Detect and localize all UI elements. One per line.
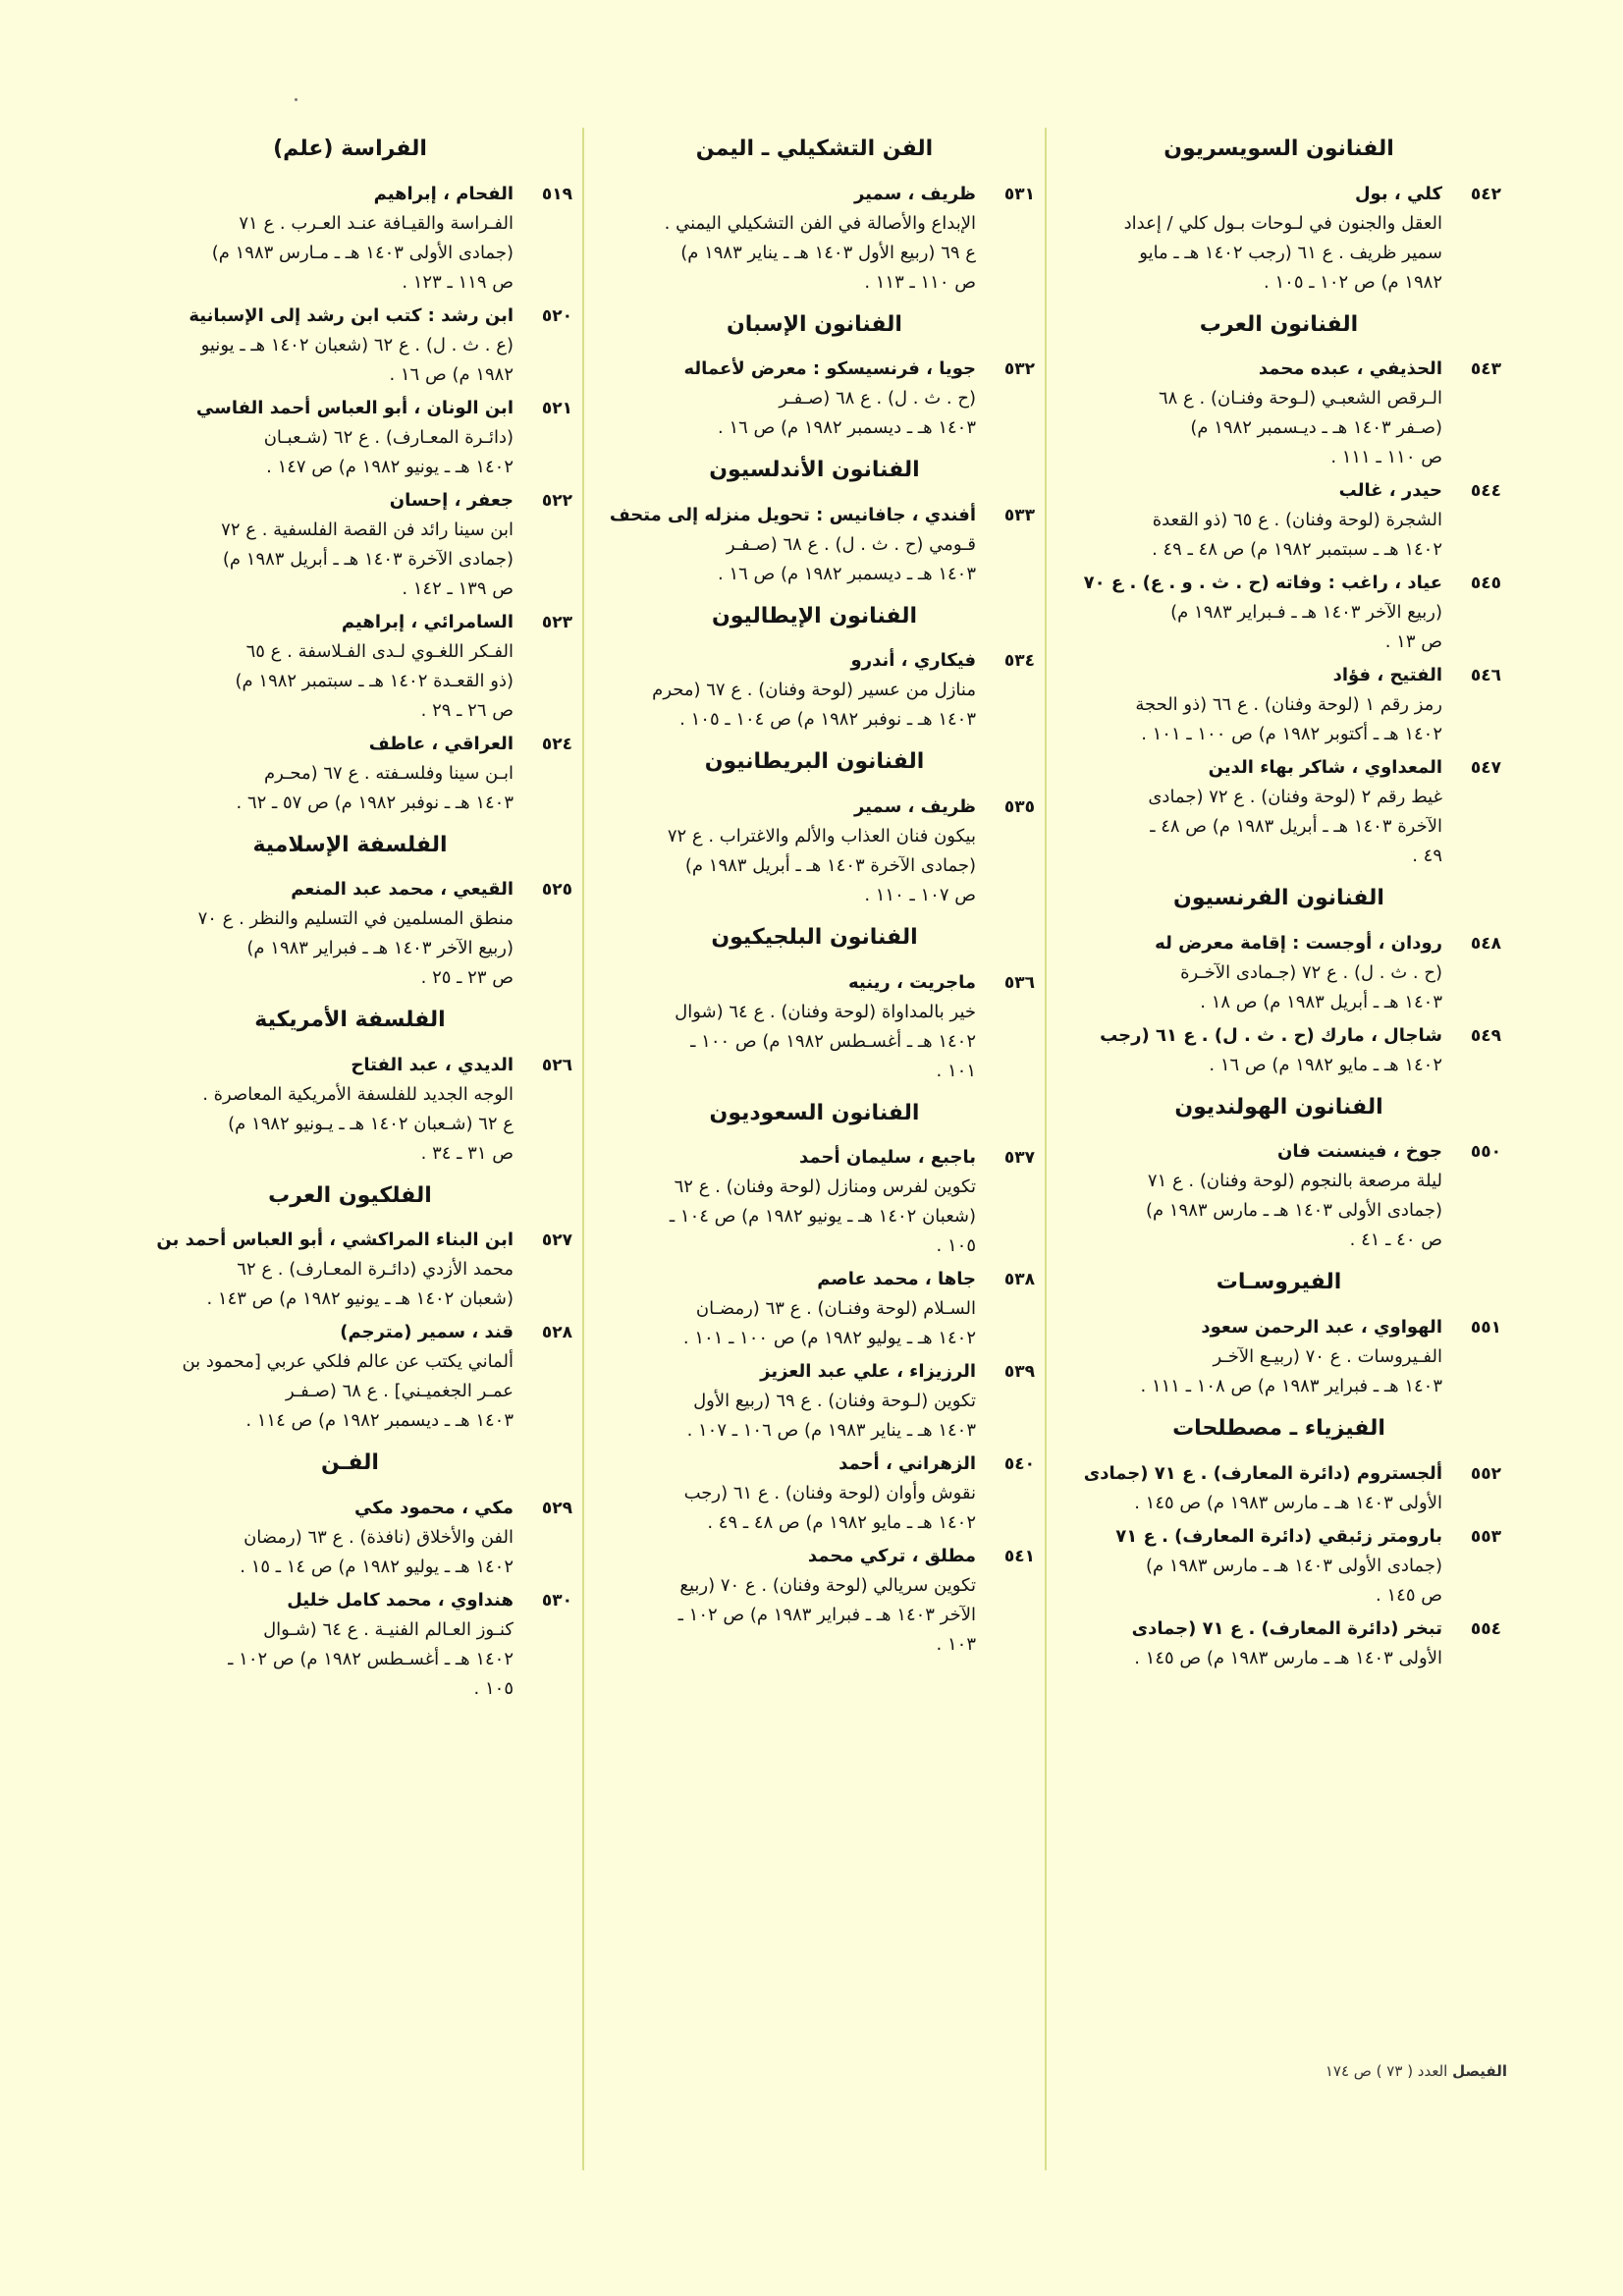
scan-speck	[295, 98, 298, 101]
entry-citation-line: ١٤٠٣ هـ ـ ديسمبر ١٩٨٢ م) ص ١٦ .	[717, 417, 976, 439]
entry-citation-line: الفـكر اللغـوي لـدى الفـلاسفة . ع ٦٥	[245, 640, 514, 662]
entry-citation-line: ١٠٣ .	[936, 1634, 976, 1656]
entry-number: ٥٤٩	[1470, 1025, 1501, 1046]
entry-number: ٥٤٥	[1470, 574, 1501, 594]
entry-citation-line: ١٤٠٣ هـ ـ فبراير ١٩٨٣ م) ص ١٠٨ ـ ١١١ .	[1140, 1375, 1442, 1396]
index-entry	[1056, 355, 1501, 472]
entry-author: عياد ، راغب : وفاته (ح . ث . و . ع) . ع ٧٠	[1083, 573, 1442, 594]
entry-citation-line: (ع . ث . ل) . ع ٦٢ (شعبان ١٤٠٢ هـ ـ يونيو	[200, 334, 514, 355]
entry-author: كلي ، بول	[1354, 183, 1442, 204]
index-entry	[1056, 1021, 1501, 1080]
entry-author: رودان ، أوجست : إقامة معرض له	[1155, 932, 1442, 954]
entry-author: هنداوي ، محمد كامل خليل	[287, 1589, 514, 1611]
entry-citation-line: الفـراسة والقيـافة عنـد العـرب . ع ٧١	[239, 212, 514, 234]
entry-citation-line: الوجه الجديد للفلسفة الأمريكية المعاصرة .	[202, 1083, 514, 1105]
entry-body	[594, 355, 976, 443]
entry-citation-line: ٤٩ .	[1412, 846, 1442, 867]
entry-author: السامرائي ، إبراهيم	[341, 611, 514, 632]
entry-number: ٥٣٩	[1003, 1362, 1035, 1383]
entry-citation-line: عمـر الجغميـني] . ع ٦٨ (صـفـر	[285, 1381, 514, 1402]
index-entry	[1056, 1614, 1501, 1673]
index-entry	[128, 1494, 572, 1582]
entry-body	[594, 1357, 976, 1446]
entry-citation-line: ١٤٠٣ هـ ـ ديسمبر ١٩٨٢ م) ص ١٦ .	[717, 563, 976, 584]
entry-author: الرزيزاء ، علي عبد العزيز	[760, 1361, 976, 1383]
entry-author: ظريف ، سمير	[853, 183, 976, 204]
entry-body	[594, 1143, 976, 1261]
index-entry	[128, 1586, 572, 1704]
entry-author: مطلق ، تركي محمد	[807, 1546, 976, 1567]
entry-number: ٥٣٠	[541, 1590, 572, 1611]
entry-citation-line: السـلام (لوحة وفنـان) . ع ٦٣ (رمضـان	[695, 1298, 976, 1320]
index-entry	[128, 1318, 572, 1436]
section-heading: الفنانون الإسبان	[727, 311, 902, 337]
entry-citation-line: ١٤٠٢ هـ ـ أكتوبر ١٩٨٢ م) ص ١٠٠ ـ ١٠١ .	[1141, 724, 1442, 745]
entry-citation-line: ١٤٠٢ هـ ـ أغسـطس ١٩٨٢ م) ص ١٠٠ ـ	[690, 1030, 976, 1052]
entry-number: ٥٥١	[1470, 1317, 1501, 1338]
entry-author: الفتيح ، فؤاد	[1332, 665, 1442, 686]
entry-author: جوخ ، فينسنت فان	[1277, 1141, 1442, 1163]
index-column-left	[1047, 128, 1511, 2170]
section-heading: الفلسفة الأمريكية	[254, 1008, 446, 1033]
entry-author: قند ، سمير (مترجم)	[340, 1322, 514, 1343]
entry-number: ٥٣١	[1003, 184, 1035, 204]
entry-author: ابن الونان ، أبو العباس أحمد الفاسي	[195, 397, 514, 418]
entry-number: ٥٤٢	[1470, 184, 1501, 204]
entry-author: باجبع ، سليمان أحمد	[799, 1147, 976, 1169]
index-page	[118, 128, 1512, 2170]
index-entry	[1056, 1459, 1501, 1518]
entry-number: ٥١٩	[541, 184, 572, 204]
entry-number: ٥٤٧	[1470, 758, 1501, 779]
entry-number: ٥٣٨	[1003, 1270, 1035, 1290]
entry-citation-line: ألماني يكتب عن عالم فلكي عربي [محمود بن	[182, 1351, 514, 1373]
entry-body	[1056, 1313, 1442, 1401]
entry-citation-line: قـومي (ح . ث . ل) . ع ٦٨ (صـفـر	[726, 533, 976, 555]
entry-body	[128, 1226, 514, 1314]
entry-citation-line: محمد الأزدي (دائـرة المعـارف) . ع ٦٢	[237, 1259, 514, 1281]
entry-body	[1056, 1459, 1442, 1518]
entry-citation-line: ع ٦٩ (ربيع الأول ١٤٠٣ هـ ـ يناير ١٩٨٣ م)	[680, 242, 976, 263]
entry-citation-line: ١٤٠٢ هـ ـ يونيو ١٩٨٢ م) ص ١٤٧ .	[266, 456, 514, 477]
section-heading: الفنانون السعوديون	[709, 1100, 920, 1125]
index-entry	[128, 1051, 572, 1169]
entry-body	[1056, 661, 1442, 749]
entry-author: الزهراني ، أحمد	[839, 1453, 976, 1475]
entry-citation-line: (شعبان ١٤٠٢ هـ ـ يونيو ١٩٨٢ م) ص ١٤٣ .	[206, 1288, 514, 1310]
entry-citation-line: منازل من عسير (لوحة وفنان) . ع ٦٧ (محرم	[652, 680, 976, 701]
entry-citation-line: رمز رقم ١ (لوحة وفنان) . ع ٦٦ (ذو الحجة	[1135, 694, 1442, 716]
section-heading: الفنانون السويسريون	[1163, 137, 1394, 161]
index-entry	[128, 486, 572, 604]
entry-citation-line: ص ١١٩ ـ ١٢٣ .	[402, 271, 514, 293]
entry-citation-line: ١٤٠٢ هـ ـ أغسـطس ١٩٨٢ م) ص ١٠٢ ـ	[228, 1648, 514, 1669]
entry-citation-line: ١٤٠٣ هـ ـ يناير ١٩٨٣ م) ص ١٠٦ ـ ١٠٧ .	[686, 1420, 976, 1442]
entry-author: العراقي ، عاطف	[368, 733, 514, 754]
entry-body	[1056, 929, 1442, 1017]
entry-body	[128, 180, 514, 298]
index-entry	[594, 1542, 1035, 1660]
index-entry	[594, 355, 1035, 443]
entry-number: ٥٥٢	[1470, 1463, 1501, 1484]
entry-citation-line: الأولى ١٤٠٣ هـ ـ مارس ١٩٨٣ م) ص ١٤٥ .	[1134, 1492, 1442, 1513]
section-heading: الفراسة (علم)	[273, 137, 427, 161]
entry-citation-line: نقوش وأوان (لوحة وفنان) . ع ٦١ (رجب	[683, 1483, 976, 1504]
entry-citation-line: ص ١١٠ ـ ١١٣ .	[864, 271, 976, 293]
entry-body	[594, 1449, 976, 1538]
section-heading: الفلسفة الإسلامية	[252, 832, 448, 857]
entry-author: ظريف ، سمير	[853, 795, 976, 817]
entry-citation-line: تكوين سريالي (لوحة وفنان) . ع ٧٠ (ربيع	[679, 1575, 976, 1597]
entry-body	[128, 1586, 514, 1704]
entry-citation-line: (ذو القعـدة ١٤٠٢ هـ ـ سبتمبر ١٩٨٢ م)	[235, 670, 514, 691]
entry-number: ٥٣٣	[1003, 505, 1035, 525]
entry-number: ٥٢٥	[541, 880, 572, 901]
entry-author: مكي ، محمود مكي	[354, 1497, 514, 1518]
index-entry	[594, 968, 1035, 1086]
entry-citation-line: الأولى ١٤٠٣ هـ ـ مارس ١٩٨٣ م) ص ١٤٥ .	[1134, 1647, 1442, 1668]
section-heading: الفلكيون العرب	[268, 1182, 432, 1208]
section-heading: الفـن	[321, 1450, 379, 1476]
entry-number: ٥٢٤	[541, 734, 572, 754]
entry-number: ٥٣٦	[1003, 972, 1035, 993]
entry-number: ٥٥٠	[1470, 1142, 1501, 1163]
section-heading: الفنانون الفرنسيون	[1173, 886, 1384, 911]
entry-citation-line: ابـن سينا وفلسـفته . ع ٦٧ (محـرم	[264, 762, 514, 784]
entry-author: ألجستروم (دائرة المعارف) . ع ٧١ (جمادى	[1083, 1462, 1442, 1484]
entry-citation-line: ص ١٣٩ ـ ١٤٢ .	[402, 577, 514, 599]
entry-body	[1056, 1137, 1442, 1255]
entry-number: ٥٢٠	[541, 305, 572, 326]
entry-citation-line: (جمادى الأولى ١٤٠٣ هـ ـ مارس ١٩٨٣ م)	[1146, 1200, 1442, 1222]
entry-citation-line: تكوين لفرس ومنازل (لوحة وفنان) . ع ٦٢	[674, 1176, 976, 1198]
entry-citation-line: خير بالمداواة (لوحة وفنان) . ع ٦٤ (شوال	[675, 1001, 976, 1022]
index-entry	[128, 301, 572, 390]
entry-citation-line: (شعبان ١٤٠٢ هـ ـ يونيو ١٩٨٢ م) ص ١٠٤ ـ	[669, 1206, 976, 1228]
entry-citation-line: الفن والأخلاق (نافذة) . ع ٦٣ (رمضان	[243, 1526, 514, 1548]
entry-number: ٥٢٧	[541, 1230, 572, 1251]
entry-citation-line: ص ٢٦ ـ ٢٩ .	[420, 699, 514, 721]
entry-citation-line: (صـفر ١٤٠٣ هـ ـ ديـسمبر ١٩٨٢ م)	[1190, 417, 1442, 439]
index-entry	[1056, 1313, 1501, 1401]
entry-author: شاجال ، مارك (ح . ث . ل) . ع ٦١ (رجب	[1100, 1024, 1442, 1046]
entry-author: القيعي ، محمد عبد المنعم	[291, 879, 514, 901]
entry-citation-line: ١٩٨٢ م) ص ١٠٢ ـ ١٠٥ .	[1264, 271, 1442, 293]
entry-author: بارومتر زئبقي (دائرة المعارف) . ع ٧١	[1115, 1525, 1442, 1547]
page-footer	[1301, 2062, 1507, 2080]
entry-body	[128, 486, 514, 604]
index-entry	[128, 180, 572, 298]
section-heading: الفنانون الأندلسيون	[709, 458, 920, 483]
entry-number: ٥٢٢	[541, 490, 572, 511]
issue-page-number: العدد ( ٧٣ ) ص ١٧٤	[1325, 2062, 1448, 2080]
entry-citation-line: ليلة مرصعة بالنجوم (لوحة وفنان) . ع ٧١	[1147, 1171, 1442, 1192]
index-entry	[594, 1143, 1035, 1261]
entry-number: ٥٣٥	[1003, 796, 1035, 817]
index-entry	[128, 730, 572, 818]
entry-author: ابن رشد : كتب ابن رشد إلى الإسبانية	[189, 304, 514, 326]
index-column-middle	[582, 128, 1047, 2170]
entry-citation-line: (ح . ث . ل) . ع ٧٢ (جـمادى الآخـرة	[1180, 961, 1442, 983]
entry-citation-line: ١٤٠٢ هـ ـ يوليو ١٩٨٢ م) ص ١٤ ـ ١٥ .	[240, 1556, 514, 1577]
section-heading: الفيروسـات	[1216, 1270, 1342, 1295]
section-heading: الفنانون الهولنديون	[1174, 1094, 1383, 1120]
entry-body	[594, 646, 976, 735]
entry-citation-line: الآخر ١٤٠٣ هـ ـ فبراير ١٩٨٣ م) ص ١٠٢ ـ	[677, 1605, 976, 1626]
entry-number: ٥٢٣	[541, 612, 572, 632]
entry-author: حيدر ، غالب	[1338, 480, 1442, 502]
entry-citation-line: (ح . ث . ل) . ع ٦٨ (صـفـر	[779, 388, 976, 410]
entry-body	[1056, 1021, 1442, 1080]
entry-citation-line: ابن سينا رائد فن القصة الفلسفية . ع ٧٢	[221, 519, 514, 540]
entry-number: ٥٤٨	[1470, 933, 1501, 954]
entry-citation-line: ١٠٥ .	[936, 1235, 976, 1257]
entry-number: ٥٣٢	[1003, 359, 1035, 380]
entry-number: ٥٥٣	[1470, 1526, 1501, 1547]
entry-citation-line: ص ٤٠ ـ ٤١ .	[1349, 1230, 1442, 1251]
entry-citation-line: (جمادى الآخرة ١٤٠٣ هـ ـ أبريل ١٩٨٣ م)	[684, 854, 976, 876]
entry-citation-line: ص ١١٠ ـ ١١١ .	[1330, 447, 1442, 468]
entry-body	[594, 793, 976, 910]
entry-body	[594, 501, 976, 589]
entry-citation-line: ١٤٠٢ هـ ـ مايو ١٩٨٢ م) ص ١٦ .	[1209, 1054, 1442, 1075]
entry-author: المعداوي ، شاكر بهاء الدين	[1208, 757, 1442, 779]
entry-citation-line: بيكون فنان العذاب والألم والاغتراب . ع ٧٢	[667, 825, 976, 847]
entry-body	[128, 1318, 514, 1436]
entry-body	[1056, 476, 1442, 565]
entry-author: جاها ، محمد عاصم	[817, 1269, 976, 1290]
index-entry	[1056, 1137, 1501, 1255]
entry-author: جويا ، فرنسيسكو : معرض لأعماله	[683, 358, 976, 380]
entry-author: الديدي ، عبد الفتاح	[351, 1054, 514, 1075]
entry-body	[594, 1542, 976, 1660]
index-entry	[1056, 476, 1501, 565]
section-heading: الفيزياء ـ مصطلحات	[1172, 1415, 1385, 1441]
magazine-logo: الفيصل	[1452, 2062, 1507, 2080]
entry-body	[1056, 569, 1442, 657]
index-entry	[1056, 569, 1501, 657]
entry-citation-line: كنـوز العـالم الفنيـة . ع ٦٤ (شـوال	[263, 1618, 514, 1640]
section-heading: الفن التشكيلي ـ اليمن	[695, 137, 934, 161]
entry-citation-line: تكوين (لـوحة وفنان) . ع ٦٩ (ربيع الأول	[693, 1391, 976, 1412]
entry-citation-line: ع ٦٢ (شـعبان ١٤٠٢ هـ ـ يـونيو ١٩٨٢ م)	[228, 1113, 514, 1134]
entry-citation-line: ص ٣١ ـ ٣٤ .	[420, 1142, 514, 1164]
index-entry	[594, 1357, 1035, 1446]
index-entry	[1056, 180, 1501, 298]
entry-number: ٥٢٨	[541, 1323, 572, 1343]
entry-author: الهواوي ، عبد الرحمن سعود	[1201, 1316, 1442, 1338]
entry-citation-line: ١٠١ .	[936, 1060, 976, 1081]
entry-citation-line: ١٤٠٢ هـ ـ مايو ١٩٨٢ م) ص ٤٨ ـ ٤٩ .	[707, 1512, 976, 1534]
entry-body	[594, 968, 976, 1086]
section-heading: الفنانون العرب	[1199, 311, 1359, 337]
entry-body	[1056, 1614, 1442, 1673]
entry-citation-line: ١٤٠٢ هـ ـ يوليو ١٩٨٢ م) ص ١٠٠ ـ ١٠١ .	[682, 1328, 976, 1349]
entry-citation-line: غيط رقم ٢ (لوحة وفنان) . ع ٧٢ (جمادى	[1148, 787, 1442, 808]
index-entry	[1056, 1522, 1501, 1611]
entry-citation-line: العقل والجنون في لـوحات بـول كلي / إعداد	[1123, 212, 1442, 234]
entry-body	[1056, 180, 1442, 298]
entry-number: ٥٣٤	[1003, 651, 1035, 672]
index-entry	[594, 1449, 1035, 1538]
entry-citation-line: ١٤٠٣ هـ ـ نوفبر ١٩٨٢ م) ص ٥٧ ـ ٦٢ .	[236, 792, 514, 813]
entry-number: ٥٥٤	[1470, 1618, 1501, 1639]
entry-citation-line: ص ١٠٧ ـ ١١٠ .	[864, 884, 976, 905]
entry-number: ٥٢٩	[541, 1498, 572, 1518]
entry-body	[128, 394, 514, 482]
section-heading: الفنانون البريطانيون	[704, 749, 925, 775]
entry-citation-line: منطق المسلمين في التسليم والنظر . ع ٧٠	[197, 908, 514, 930]
entry-number: ٥٤١	[1003, 1547, 1035, 1567]
entry-citation-line: ١٤٠٢ هـ ـ سبتمبر ١٩٨٢ م) ص ٤٨ ـ ٤٩ .	[1152, 539, 1442, 561]
index-entry	[128, 394, 572, 482]
entry-citation-line: ١٩٨٢ م) ص ١٦ .	[389, 363, 514, 385]
entry-number: ٥٤٤	[1470, 481, 1501, 502]
entry-citation-line: (جمادى الأولى ١٤٠٣ هـ ـ مـارس ١٩٨٣ م)	[211, 242, 514, 263]
entry-citation-line: (دائـرة المعـارف) . ع ٦٢ (شـعبـان	[263, 426, 514, 448]
entry-citation-line: الشجرة (لوحة وفنان) . ع ٦٥ (ذو القعدة	[1152, 510, 1442, 531]
entry-author: أفندي ، جافانيس : تحويل منزله إلى متحف	[609, 504, 976, 525]
entry-author: الفحام ، إبراهيم	[373, 183, 514, 204]
index-entry	[128, 608, 572, 726]
entry-citation-line: ص ١٤٥ .	[1376, 1584, 1442, 1606]
entry-body	[594, 180, 976, 298]
entry-body	[128, 1494, 514, 1582]
entry-number: ٥٣٧	[1003, 1148, 1035, 1169]
index-column-right	[118, 128, 582, 2170]
index-entry	[1056, 661, 1501, 749]
entry-author: فيكاري ، أندرو	[850, 650, 976, 672]
entry-citation-line: ١٠٥ .	[473, 1677, 514, 1699]
index-entry	[594, 180, 1035, 298]
entry-number: ٥٤٠	[1003, 1454, 1035, 1475]
entry-author: تبخر (دائرة المعارف) . ع ٧١ (جمادى	[1131, 1617, 1442, 1639]
index-entry	[1056, 753, 1501, 871]
entry-body	[594, 1265, 976, 1353]
entry-author: جعفر ، إحسان	[389, 489, 514, 511]
entry-body	[128, 875, 514, 993]
entry-citation-line: ١٤٠٣ هـ ـ ديسمبر ١٩٨٢ م) ص ١١٤ .	[245, 1410, 514, 1432]
entry-citation-line: (جمادى الآخرة ١٤٠٣ هـ ـ أبريل ١٩٨٣ م)	[222, 548, 514, 570]
entry-author: ابن البناء المراكشي ، أبو العباس أحمد بن	[156, 1230, 514, 1251]
section-heading: الفنانون البلجيكيون	[711, 924, 918, 950]
entry-body	[128, 301, 514, 390]
entry-number: ٥٤٣	[1470, 359, 1501, 380]
entry-body	[128, 730, 514, 818]
entry-citation-line: سمير ظريف . ع ٦١ (رجب ١٤٠٢ هـ ـ مايو	[1139, 242, 1442, 263]
entry-citation-line: (جمادى الأولى ١٤٠٣ هـ ـ مارس ١٩٨٣ م)	[1146, 1555, 1442, 1576]
index-entry	[128, 1226, 572, 1314]
entry-number: ٥٢١	[541, 398, 572, 418]
entry-body	[1056, 1522, 1442, 1611]
entry-citation-line: الفـيروسات . ع ٧٠ (ربيـع الآخـر	[1213, 1345, 1442, 1367]
index-entry	[594, 1265, 1035, 1353]
entry-citation-line: (ربيع الآخر ١٤٠٣ هـ ـ فبراير ١٩٨٣ م)	[246, 938, 514, 959]
section-heading: الفنانون الإيطاليون	[711, 603, 918, 629]
index-entry	[594, 646, 1035, 735]
entry-citation-line: الإبداع والأصالة في الفن التشكيلي اليمني .	[664, 212, 976, 234]
index-entry	[1056, 929, 1501, 1017]
entry-number: ٥٢٦	[541, 1055, 572, 1075]
entry-body	[1056, 355, 1442, 472]
entry-citation-line: ١٤٠٣ هـ ـ أبريل ١٩٨٣ م) ص ١٨ .	[1200, 991, 1442, 1012]
entry-body	[1056, 753, 1442, 871]
index-entry	[128, 875, 572, 993]
entry-citation-line: ص ٢٣ ـ ٢٥ .	[420, 967, 514, 989]
index-entry	[594, 793, 1035, 910]
entry-number: ٥٤٦	[1470, 666, 1501, 686]
entry-citation-line: الـرقص الشعبـي (لـوحة وفنـان) . ع ٦٨	[1158, 388, 1442, 410]
entry-citation-line: (ربيع الآخر ١٤٠٣ هـ ـ فـبراير ١٩٨٣ م)	[1170, 602, 1442, 624]
entry-body	[128, 1051, 514, 1169]
entry-author: الحذيفي ، عبده محمد	[1258, 358, 1442, 380]
entry-citation-line: الآخرة ١٤٠٣ هـ ـ أبريل ١٩٨٣ م) ص ٤٨ ـ	[1150, 816, 1442, 838]
index-entry	[594, 501, 1035, 589]
entry-citation-line: ١٤٠٣ هـ ـ نوفبر ١٩٨٢ م) ص ١٠٤ ـ ١٠٥ .	[679, 709, 976, 731]
entry-citation-line: ص ١٣ .	[1384, 631, 1442, 653]
entry-body	[128, 608, 514, 726]
entry-author: ماجريت ، رينيه	[848, 971, 976, 993]
